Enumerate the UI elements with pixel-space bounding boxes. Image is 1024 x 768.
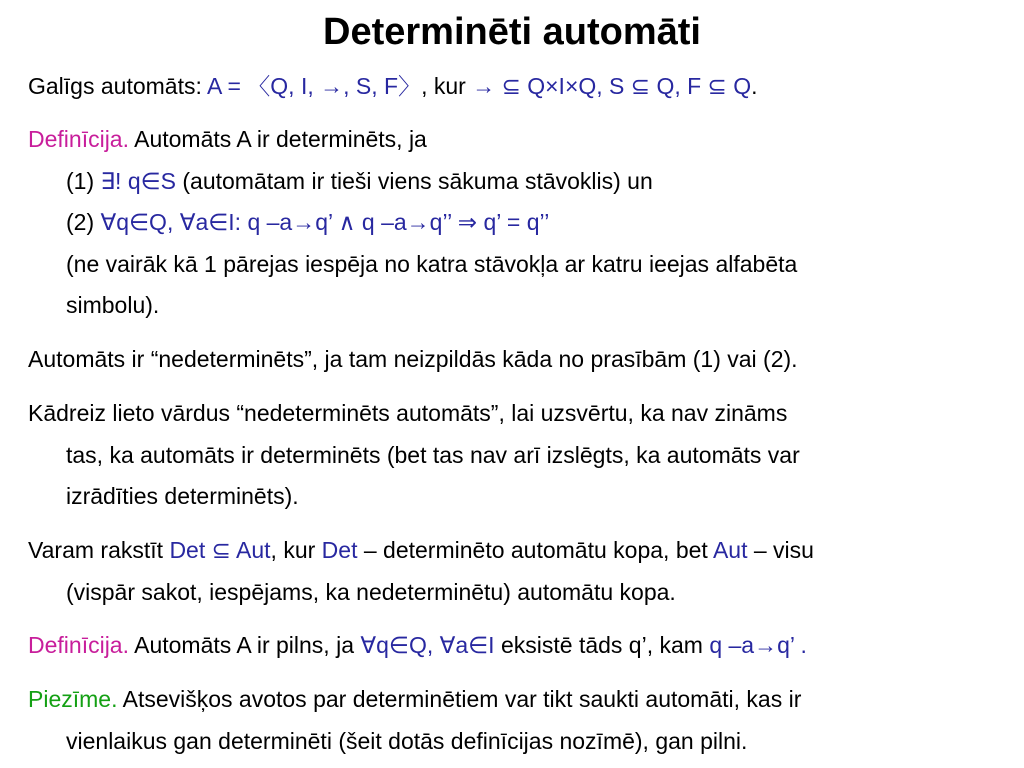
definition-label: Definīcija. (28, 632, 129, 658)
paragraph-automaton-definition: Galīgs automāts: A = 〈Q, I, →, S, F〉, kur → ⊆ Q×I×Q, S ⊆ Q, F ⊆ Q. (28, 73, 758, 99)
paragraph-note: Piezīme. Atsevišķos avotos par determinētiem var tikt saukti automāti, kas ir vienlaikus gan determinēti (šeit dotās definīcijas nozīmē), gan pilni. (28, 686, 802, 754)
condition-explanation: (ne vairāk kā 1 pārejas iespēja no katra stāvokļa ar katru ieejas alfabēta (66, 250, 798, 277)
paragraph-nondeterministic-usage: Kādreiz lieto vārdus “nedeterminēts automāts”, lai uzsvērtu, ka nav zināms tas, ka automāts ir determinēts (bet tas nav arī izslēgts, ka automāts var izrādīties determinēts). (28, 400, 800, 509)
transition-constraints: → ⊆ Q×I×Q, S ⊆ Q, F ⊆ Q (472, 73, 752, 99)
condition-1: (1) ∃! q∈S (automātam ir tieši viens sākuma stāvoklis) un (66, 167, 653, 194)
paragraph-nondeterministic: Automāts ir “nedeterminēts”, ja tam neizpildās kāda no prasībām (1) vai (2). (28, 346, 798, 372)
condition-2: (2) ∀q∈Q, ∀a∈I: q –a→q’ ∧ q –a→q’’ ⇒ q’ = q’’ (66, 209, 550, 235)
condition-explanation-cont: simbolu). (66, 292, 160, 318)
page-title: Determinēti automāti (323, 11, 701, 53)
automaton-tuple: A = 〈Q, I, →, S, F〉 (206, 73, 422, 99)
paragraph-complete-definition: Definīcija. Automāts A ir pilns, ja ∀q∈Q, ∀a∈I eksistē tāds q’, kam q –a→q’ . (28, 632, 807, 658)
definition-label: Definīcija. (28, 126, 129, 152)
paragraph-det-aut: Varam rakstīt Det ⊆ Aut, kur Det – determinēto automātu kopa, bet Aut – visu (vispār sakot, iespējams, ka nedeterminētu) automātu kopa. (28, 537, 814, 605)
note-label: Piezīme. (28, 686, 118, 712)
paragraph-deterministic-definition: Definīcija. Automāts A ir determinēts, ja (1) ∃! q∈S (automātam ir tieši viens sākuma stāvoklis) un (2) ∀q∈Q, ∀a∈I: q –a→q’ ∧ q –a→q’’ ⇒ q’ = q’’ (ne vairāk kā 1 pārejas iespēja no katra stāvokļa ar katru ieejas alfabēta simbolu). (28, 119, 1003, 327)
